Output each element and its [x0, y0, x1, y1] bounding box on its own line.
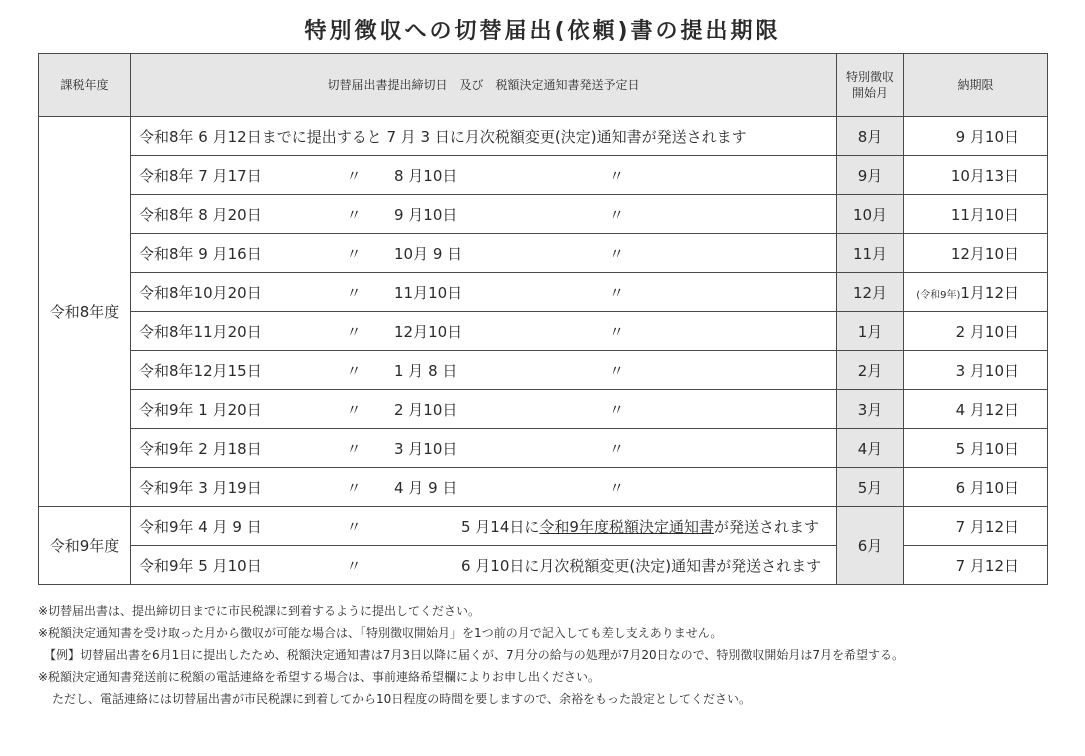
- table-row: [39, 156, 1048, 195]
- ditto-mark: 〃: [608, 439, 624, 458]
- table-row: [39, 234, 1048, 273]
- due-date: 10月13日: [904, 156, 1048, 195]
- table-row: [39, 507, 1048, 546]
- row-cells: [131, 468, 837, 507]
- deadline: 令和8年10月20日: [139, 283, 262, 302]
- deadline: 令和9年 5 月10日: [139, 556, 262, 575]
- table-row: [39, 273, 1048, 312]
- table-row: [39, 312, 1048, 351]
- notice-date: 1 月 8 日: [394, 361, 458, 380]
- notice-date: 2 月10日: [394, 400, 458, 419]
- due-date: 7 月12日: [904, 546, 1048, 585]
- table-header-row: [39, 54, 1048, 117]
- ditto-mark: 〃: [608, 166, 624, 185]
- fiscal-year-cell: 令和9年度: [39, 507, 131, 585]
- ditto-mark: 〃: [608, 205, 624, 224]
- deadline: 令和8年 9 月16日: [139, 244, 262, 263]
- header-start: [837, 54, 904, 117]
- notice-date: 5 月14日: [461, 517, 525, 536]
- notice-date: 8 月10日: [394, 166, 458, 185]
- deadline: 令和9年 3 月19日: [139, 478, 262, 497]
- notice-date: 9 月10日: [394, 205, 458, 224]
- row-cells: [131, 390, 837, 429]
- due-date-cell: [904, 273, 1048, 312]
- table-row: [39, 429, 1048, 468]
- row-cells: [131, 507, 837, 546]
- table-row: [39, 468, 1048, 507]
- notice-date: 11月10日: [394, 283, 463, 302]
- row-text: 令和8年 6 月12日までに提出すると 7 月 3 日に月次税額変更(決定)通知書が発送されます: [131, 117, 837, 156]
- header-due: 納期限: [904, 54, 1048, 117]
- deadline: 令和9年 2 月18日: [139, 439, 262, 458]
- deadline: 令和9年 4 月 9 日: [139, 517, 262, 536]
- ditto-mark: 〃: [346, 166, 362, 185]
- start-month: 10月: [837, 195, 904, 234]
- row-cells: [131, 195, 837, 234]
- table-row: [39, 390, 1048, 429]
- ditto-mark: 〃: [608, 361, 624, 380]
- note-line: ※切替届出書は、提出締切日までに市民税課に到着するように提出してください。: [38, 604, 481, 618]
- due-date: 6 月10日: [904, 468, 1048, 507]
- ditto-mark: 〃: [608, 478, 624, 497]
- ditto-mark: 〃: [346, 517, 362, 536]
- notice-particle: に: [524, 556, 540, 575]
- due-date: 4 月12日: [904, 390, 1048, 429]
- row-cells: [131, 234, 837, 273]
- fiscal-year-cell: 令和8年度: [39, 117, 131, 507]
- ditto-mark: 〃: [346, 439, 362, 458]
- deadline: 令和9年 1 月20日: [139, 400, 262, 419]
- deadline: 令和8年 7 月17日: [139, 166, 262, 185]
- ditto-mark: 〃: [346, 244, 362, 263]
- notice-date: 4 月 9 日: [394, 478, 458, 497]
- due-date: 7 月12日: [904, 507, 1048, 546]
- due-date: 12月10日: [904, 234, 1048, 273]
- ditto-mark: 〃: [608, 322, 624, 341]
- deadline: 令和8年12月15日: [139, 361, 262, 380]
- notice-date: 3 月10日: [394, 439, 458, 458]
- table-row: [39, 351, 1048, 390]
- ditto-mark: 〃: [346, 478, 362, 497]
- row-cells: [131, 273, 837, 312]
- notice-document: 令和9年度税額決定通知書: [539, 517, 714, 536]
- deadline-table: [38, 53, 1048, 585]
- notice-date: 10月 9 日: [394, 244, 463, 263]
- ditto-mark: 〃: [346, 283, 362, 302]
- start-month: 6月: [837, 507, 904, 585]
- note-example: 【例】切替届出書を6月1日に提出したため、税額決定通知書は7月3日以降に届くが、7月分の給与の処理が7月20日なので、特別徴収開始月は7月を希望する。: [44, 648, 904, 662]
- notes: [38, 600, 1068, 710]
- start-month: 8月: [837, 117, 904, 156]
- start-month: 4月: [837, 429, 904, 468]
- row-cells: [131, 546, 837, 585]
- due-date: 9 月10日: [904, 117, 1048, 156]
- notice-suffix: 月次税額変更(決定)通知書が発送されます: [539, 556, 822, 575]
- row-cells: [131, 429, 837, 468]
- start-month: 9月: [837, 156, 904, 195]
- ditto-mark: 〃: [608, 283, 624, 302]
- notice-date: 6 月10日: [461, 556, 525, 575]
- start-month: 1月: [837, 312, 904, 351]
- header-year: 課税年度: [39, 54, 131, 117]
- notice-suffix: が発送されます: [713, 517, 819, 536]
- row-cells: [131, 312, 837, 351]
- header-dates: 切替届出書提出締切日 及び 税額決定通知書発送予定日: [131, 54, 837, 117]
- ditto-mark: 〃: [346, 361, 362, 380]
- ditto-mark: 〃: [346, 205, 362, 224]
- ditto-mark: 〃: [346, 556, 362, 575]
- header-start-label: 特別徴収 開始月: [845, 70, 894, 100]
- deadline: 令和8年 8 月20日: [139, 205, 262, 224]
- start-month: 5月: [837, 468, 904, 507]
- deadline: 令和8年11月20日: [139, 322, 262, 341]
- notice-date: 12月10日: [394, 322, 463, 341]
- notice-particle: に: [524, 517, 540, 536]
- start-month: 12月: [837, 273, 904, 312]
- ditto-mark: 〃: [608, 244, 624, 263]
- ditto-mark: 〃: [346, 400, 362, 419]
- row-cells: [131, 156, 837, 195]
- due-year-prefix: (令和9年): [916, 289, 961, 301]
- note-line: ※税額決定通知書を受け取った月から徴収が可能な場合は、「特別徴収開始月」を1つ前の月で記入しても差し支えありません。: [38, 626, 723, 640]
- start-month: 3月: [837, 390, 904, 429]
- ditto-mark: 〃: [608, 400, 624, 419]
- start-month: 11月: [837, 234, 904, 273]
- row-cells: [131, 351, 837, 390]
- note-line: ※税額決定通知書発送前に税額の電話連絡を希望する場合は、事前連絡希望欄によりお申し出ください。: [38, 670, 601, 684]
- due-date: 1月12日: [960, 283, 1019, 302]
- table-row: [39, 195, 1048, 234]
- due-date: 3 月10日: [904, 351, 1048, 390]
- note-line: ただし、電話連絡には切替届出書が市民税課に到着してから10日程度の時間を要しますので、余裕をもった設定としてください。: [52, 692, 752, 706]
- ditto-mark: 〃: [346, 322, 362, 341]
- due-date: 11月10日: [904, 195, 1048, 234]
- start-month: 2月: [837, 351, 904, 390]
- table-row: [39, 117, 1048, 156]
- page-title: 特別徴収への切替届出(依頼)書の提出期限: [304, 19, 781, 44]
- due-date: 2 月10日: [904, 312, 1048, 351]
- due-date: 5 月10日: [904, 429, 1048, 468]
